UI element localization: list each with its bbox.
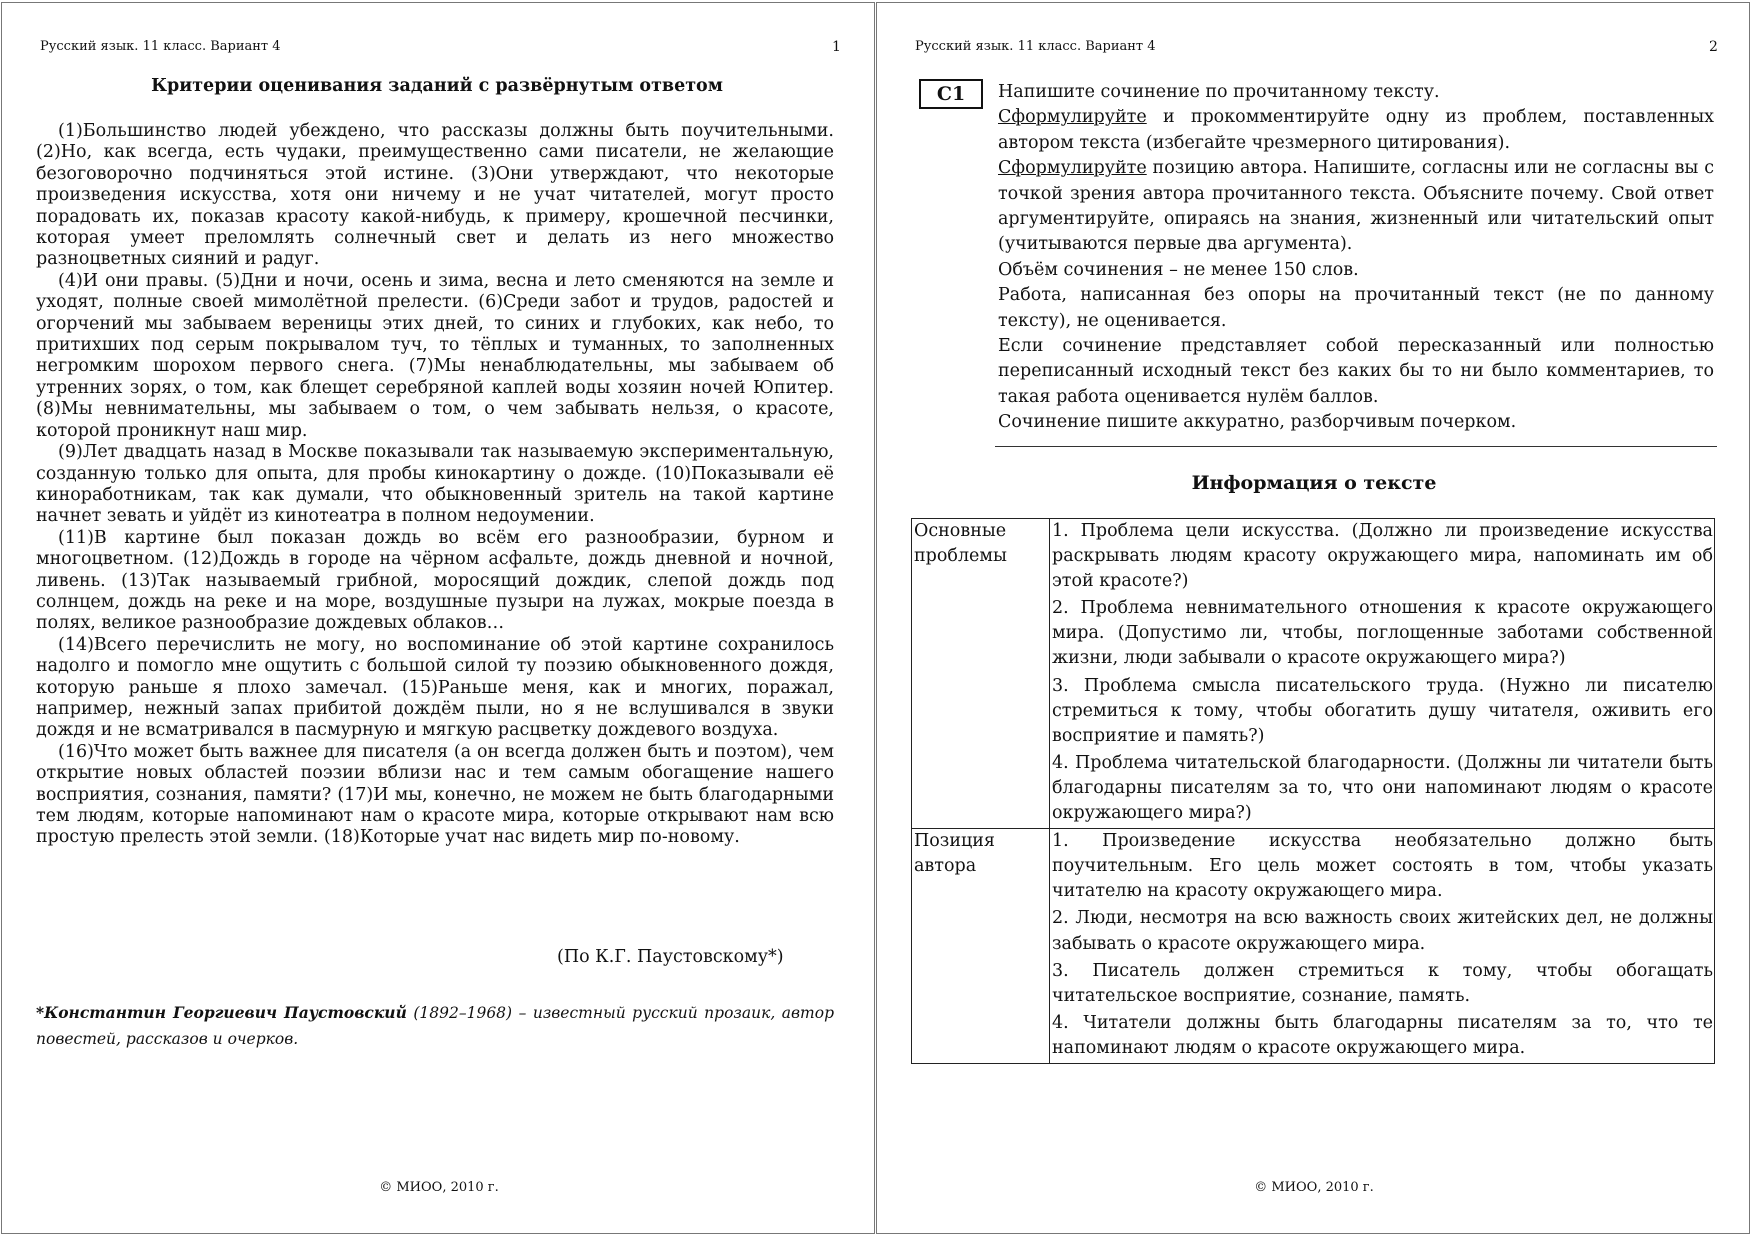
task-divider [995, 446, 1717, 447]
row-label-problems: Основные проблемы [912, 519, 1050, 829]
text-paragraph: (1)Большинство людей убеждено, что рассказы должны быть поучительными. (2)Но, как всегда, есть чудаки, преимущественно сами писатели, не желающие безоговорочно подчиняться этой истине. (3)Они утверждают, что некоторые произведения искусства, хотя они ничему и не учат читателей, могут просто порадовать их, показав красоту какой-нибудь, к примеру, крошечной песчинки, которая умеет преломлять солнечный свет и делать из него множество разноцветных сияний и радуг. [36, 121, 834, 270]
copyright: © МИОО, 2010 г. [379, 1180, 499, 1195]
page-number: 2 [1709, 39, 1718, 55]
task-line: Если сочинение представляет собой пересказанный или полностью переписанный исходный текст без каких бы то ни было комментариев, то такая работа оценивается нулём баллов. [998, 336, 1714, 407]
text-paragraph: (4)И они правы. (5)Дни и ночи, осень и зима, весна и лето сменяются на земле и уходят, полные своей мимолётной прелести. (6)Среди забот и трудов, радостей и огорчений мы забываем вереницы этих дней, то синих и глубоких, как небо, то притихших под серым покрывалом туч, то тёплых и туманных, то заполненных негромким шорохом первого снега. (7)Мы ненаблюдательны, мы забываем об утренних зорях, о том, как блещет серебряной каплей воды хозяин ночей Юпитер. (8)Мы невнимательны, мы забываем о том, о чем забывать нельзя, о красоте, которой проникнут наш мир. [36, 270, 834, 441]
underlined-verb: Сформулируйте [998, 158, 1147, 179]
task-line [998, 156, 1714, 258]
task-line-rest: позицию автора. Напишите, согласны или не согласны вы с точкой зрения автора прочитанного текста. Объясните почему. Свой ответ аргументируйте, опираясь на знания, жизненный или читательский опыт (учитываются первые два аргумента). [998, 158, 1714, 255]
position-cell [1050, 829, 1715, 1064]
list-item: 3. Писатель должен стремиться к тому, чтобы обогащать читательское восприятие, сознание, память. [1052, 960, 1713, 1006]
criteria-title: Критерии оценивания заданий с развёрнутым ответом [151, 76, 723, 96]
table-row [912, 829, 1715, 1064]
list-item: 1. Произведение искусства необязательно должно быть поучительным. Его цель может состоять в том, чтобы указать читателю на красоту окружающего мира. [1052, 831, 1713, 902]
list-item: 2. Люди, несмотря на всю важность своих житейских дел, не должны забывать о красоте окружающего мира. [1052, 908, 1713, 954]
list-item: 4. Читатели должны быть благодарны писателям за то, что те напоминают людям о красоте окружающего мира. [1052, 1012, 1713, 1058]
text-paragraph: (11)В картине был показан дождь во всём его разнообразии, бурном и многоцветном. (12)Дождь в городе на чёрном асфальте, дождь дневной и ночной, ливень. (13)Так называемый грибной, моросящий дождик, слепой дождь под солнцем, дождь на реке и на море, воздушные пузыри на лужах, мокрые поезда в полях, великое разнообразие дождевых облаков… [36, 527, 834, 634]
page-1 [1, 2, 875, 1234]
list-item: 1. Проблема цели искусства. (Должно ли произведение искусства раскрывать людям красоту окружающего мира, напоминать им об этой красоте?) [1052, 521, 1713, 592]
task-label-box: С1 [919, 79, 983, 109]
task-line: Работа, написанная без опоры на прочитанный текст (не по данному тексту), не оценивается. [998, 285, 1714, 331]
table-row [912, 519, 1715, 829]
task-line: Объём сочинения – не менее 150 слов. [998, 259, 1359, 280]
text-paragraph: (16)Что может быть важнее для писателя (а он всегда должен быть и поэтом), чем открытие новых областей поэзии вблизи нас и тем самым обогащение нашего восприятия, сознания, памяти? (17)И мы, конечно, не можем не быть благодарными тем людям, которые напоминают нам о красоте мира, которые открывают нам всю простую прелесть этой земли. (18)Которые учат нас видеть мир по-новому. [36, 741, 834, 848]
task-line: Напишите сочинение по прочитанному тексту. [998, 82, 1440, 102]
underlined-verb: Сформулируйте [998, 107, 1147, 128]
source-text [36, 121, 834, 849]
page-header: Русский язык. 11 класс. Вариант 4 [915, 39, 1156, 54]
copyright: © МИОО, 2010 г. [1254, 1180, 1374, 1195]
footnote-name: *Константин Георгиевич Паустовский [36, 1003, 407, 1022]
page-number: 1 [832, 39, 841, 55]
task-line [998, 105, 1714, 156]
info-table [911, 518, 1715, 1064]
problems-cell [1050, 519, 1715, 829]
list-item: 4. Проблема читательской благодарности. (Должны ли читатели быть благодарны писателям за то, что они напоминают людям о красоте окружающего мира?) [1052, 752, 1713, 824]
text-signature: (По К.Г. Паустовскому*) [557, 947, 784, 967]
list-item: 2. Проблема невнимательного отношения к красоте окружающего мира. (Допустимо ли, чтобы, поглощенные заботами собственной жизни, люди забывали о красоте окружающего мира?) [1052, 598, 1713, 669]
info-title: Информация о тексте [1191, 472, 1437, 494]
page-header: Русский язык. 11 класс. Вариант 4 [40, 39, 281, 54]
task-line: Сочинение пишите аккуратно, разборчивым почерком. [998, 412, 1517, 433]
footnote-text: (1892–1968) – известный русский прозаик, автор повестей, рассказов и очерков. [36, 1004, 834, 1048]
list-item: 3. Проблема смысла писательского труда. (Нужно ли писателю стремиться к тому, чтобы обогатить душу читателя, оживить его восприятие и память?) [1052, 675, 1713, 746]
text-paragraph: (9)Лет двадцать назад в Москве показывали так называемую экспериментальную, созданную только для опыта, для пробы кинокартину о дожде. (10)Показывали её киноработникам, так как думали, что обыкновенный зритель на такой картине начнет зевать и уйдёт из кинотеатра в полном недоумении. [36, 442, 834, 527]
text-paragraph: (14)Всего перечислить не могу, но воспоминание об этой картине сохранилось надолго и помогло мне ощутить с большой силой ту поэзию обыкновенного дождя, которую раньше я плохо замечал. (15)Раньше меня, как и многих, поражал, например, нежный запах прибитой дождём пыли, но я не вслушивался в звуки дождя и не всматривался в пасмурную и мягкую расцветку дождевого воздуха. [36, 634, 834, 741]
row-label-position: Позиция автора [912, 829, 1050, 1064]
task-line-rest: и прокомментируйте одну из проблем, поставленных автором текста (избегайте чрезмерного цитирования). [998, 107, 1714, 153]
task-instructions [998, 80, 1714, 436]
page-2 [876, 2, 1750, 1234]
footnote [36, 1000, 834, 1052]
